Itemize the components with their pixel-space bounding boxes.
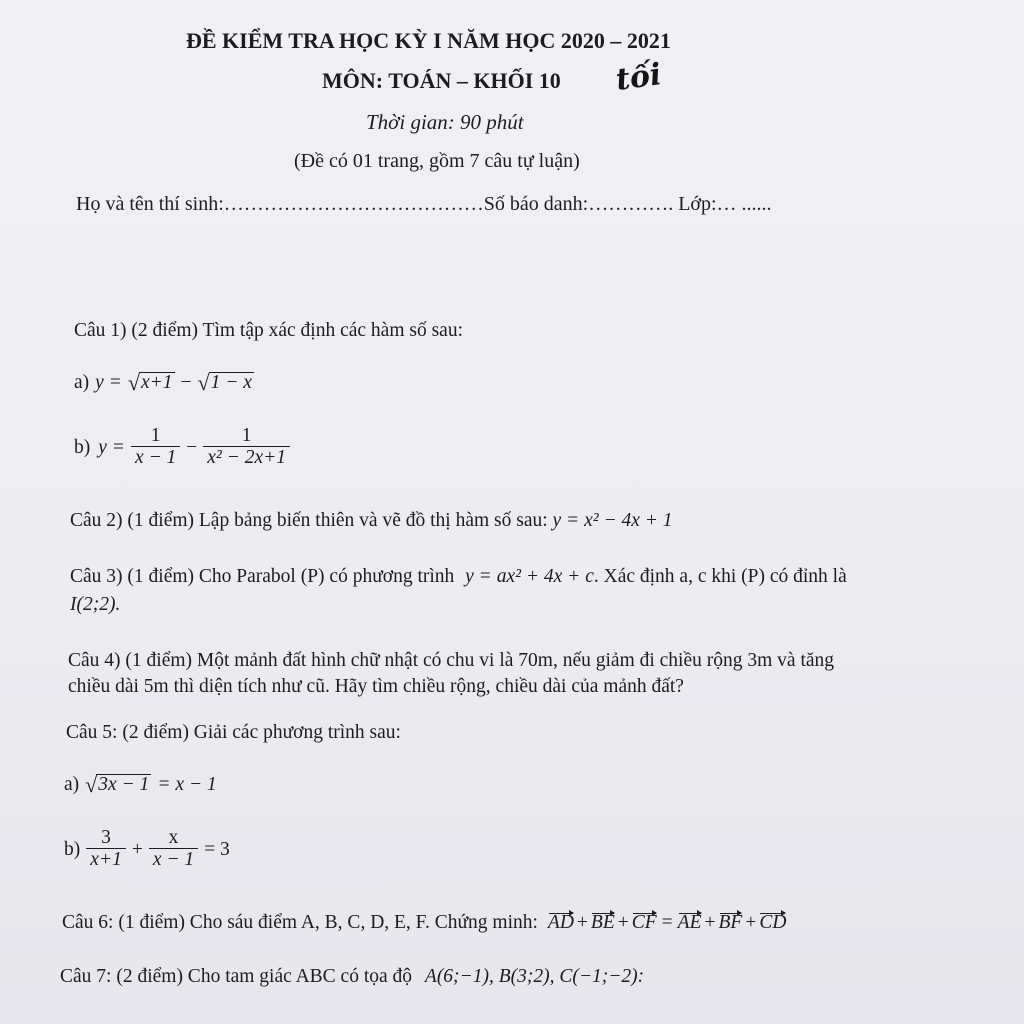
q5b-label: b) [64, 838, 81, 860]
q1b-minus: − [186, 436, 198, 458]
q5b-plus: + [131, 838, 143, 860]
question-5b [64, 828, 230, 872]
q1a-label: a) [74, 372, 90, 393]
question-1a [74, 372, 254, 394]
q1a-sqrt-1: √ x+1 [127, 370, 173, 395]
q1a-minus: − [180, 372, 192, 393]
q5a-rhs: = x − 1 [157, 774, 217, 795]
q3-formula: y = ax² + 4x + c [465, 566, 594, 587]
question-4-line-1: Câu 4) (1 điểm) Một mảnh đất hình chữ nhật có chu vi là 70m, nếu giảm đi chiều rộng 3m và tăng [68, 650, 835, 671]
vector-cf: CF [631, 912, 657, 933]
question-6: Câu 6: (1 điểm) Cho sáu điểm A, B, C, D, E, F. Chứng minh: AD + BE + CF = AE + BF + CD [62, 912, 787, 933]
exam-duration: Thời gian: 90 phút [366, 110, 524, 134]
vector-ad: AD [547, 912, 574, 933]
handwritten-note: tối [613, 57, 664, 98]
vector-cd: CD [759, 912, 787, 933]
exam-title: ĐỀ KIỂM TRA HỌC KỲ I NĂM HỌC 2020 – 2021 [186, 28, 671, 53]
q5b-fraction-1: $\frac{3}{x+1}$ [86, 828, 126, 872]
question-5: Câu 5: (2 điểm) Giải các phương trình sau: [66, 722, 401, 743]
question-3: Câu 3) (1 điểm) Cho Parabol (P) có phương trình y = ax² + 4x + c. Xác định a, c khi (P) có đỉnh là [70, 566, 847, 587]
exam-note: (Đề có 01 trang, gồm 7 câu tự luận) [294, 150, 580, 172]
question-4-line-2: chiều dài 5m thì diện tích như cũ. Hãy tìm chiều rộng, chiều dài của mảnh đất? [68, 676, 684, 697]
question-1b [74, 426, 292, 470]
q5b-rhs: = 3 [204, 838, 230, 860]
question-5a [64, 774, 217, 796]
q3-vertex-point: I(2;2). [70, 594, 121, 615]
q1a-lhs: y = [95, 372, 122, 393]
q5a-sqrt: √ 3x − 1 [85, 772, 150, 797]
q1b-lhs: y = [98, 436, 125, 458]
vector-be: BE [590, 912, 615, 933]
vector-ae: AE [677, 912, 702, 933]
q5b-fraction-2: $\frac{x}{x - 1}$ [149, 828, 198, 872]
question-2: Câu 2) (1 điểm) Lập bảng biến thiên và vẽ đồ thị hàm số sau: y = x² − 4x + 1 [70, 510, 673, 531]
q1b-fraction-1: $\frac{1}{x - 1}$ [131, 426, 180, 470]
q7-coordinates: A(6;−1), B(3;2), C(−1;−2): [424, 966, 645, 987]
question-1: Câu 1) (2 điểm) Tìm tập xác định các hàm số sau: [74, 320, 463, 341]
exam-subject: MÔN: TOÁN – KHỐI 10 [322, 68, 561, 93]
q1b-label: b) [74, 436, 91, 458]
candidate-info-line: Họ và tên thí sinh:…………………………………Số báo danh:…………. Lớp:… ...... [76, 193, 772, 215]
q1b-fraction-2: $\frac{1}{\text{x² − 2x+1}}$ [203, 426, 290, 470]
q5a-label: a) [64, 774, 80, 795]
q1a-sqrt-2: √ 1 − x [197, 370, 252, 395]
vector-bf: BF [718, 912, 743, 933]
question-7: Câu 7: (2 điểm) Cho tam giác ABC có tọa độ A(6;−1), B(3;2), C(−1;−2): [60, 966, 645, 987]
q2-formula: y = x² − 4x + 1 [552, 510, 673, 531]
